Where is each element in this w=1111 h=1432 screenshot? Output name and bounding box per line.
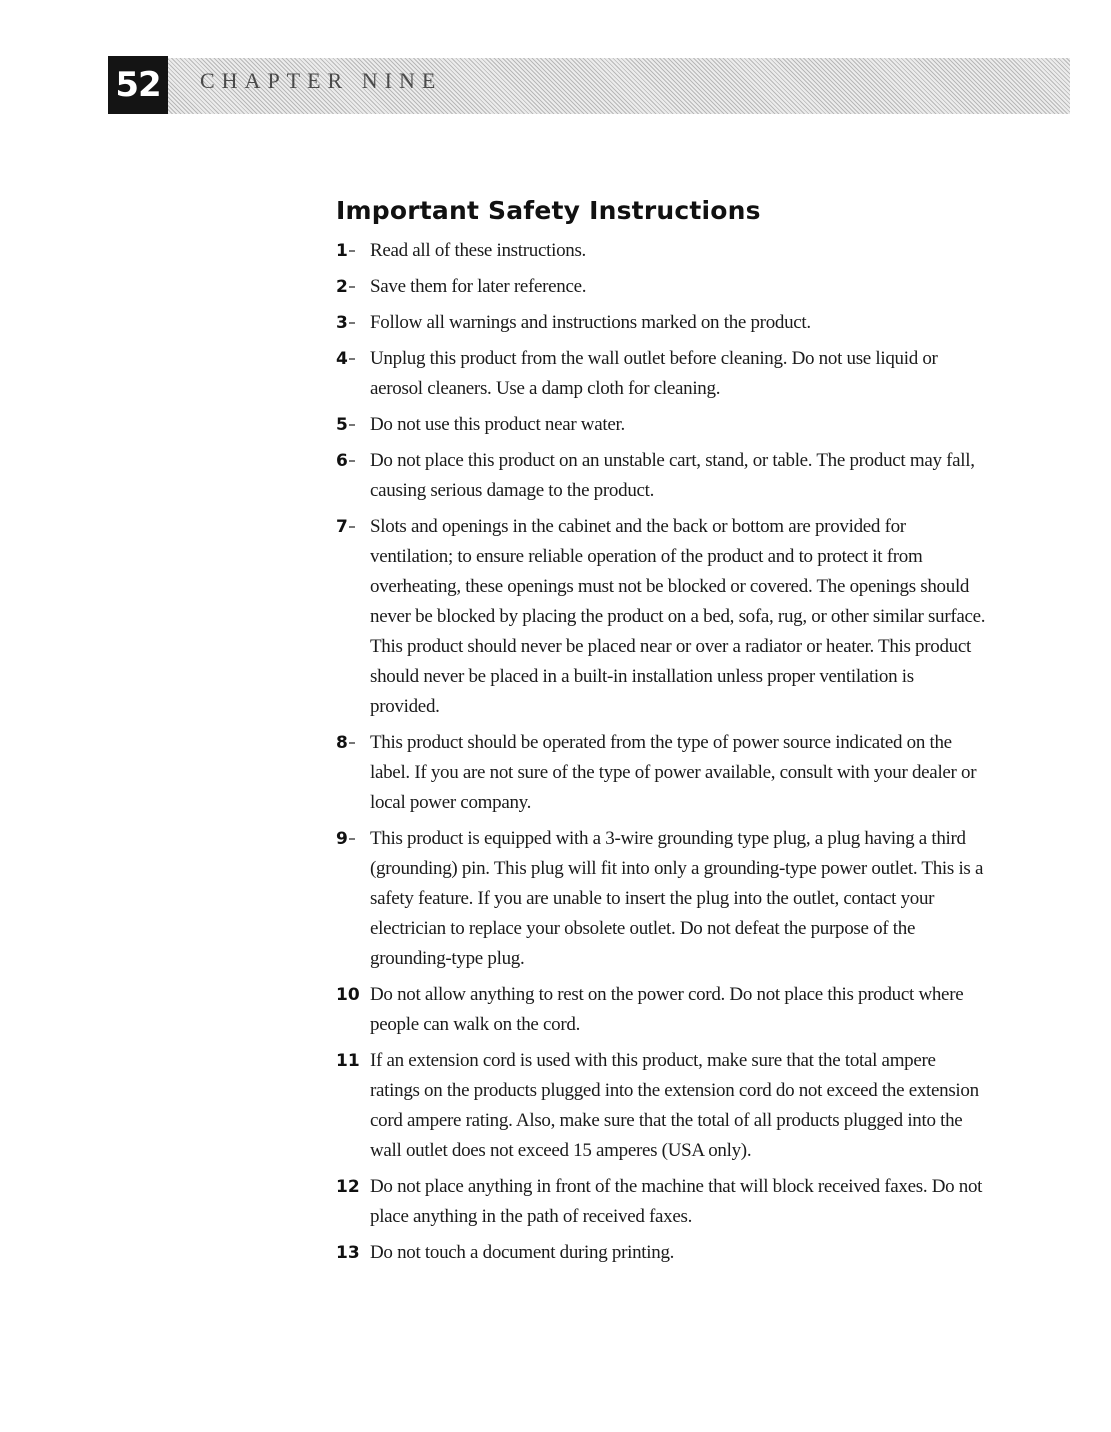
section-title: Important Safety Instructions <box>336 196 761 225</box>
item-number: 8 <box>336 728 370 758</box>
arrow-icon <box>349 526 355 528</box>
instruction-item <box>336 1046 986 1166</box>
item-number: 12 <box>336 1177 360 1197</box>
instruction-item <box>336 308 986 338</box>
item-text: Do not touch a document during printing. <box>370 1242 675 1263</box>
instruction-item <box>336 1238 986 1268</box>
item-text: Save them for later reference. <box>370 276 587 297</box>
instruction-item <box>336 236 986 266</box>
item-number: 3 <box>336 308 370 338</box>
item-number: 1 <box>336 236 370 266</box>
instruction-item <box>336 272 986 302</box>
item-number: 5 <box>336 410 370 440</box>
item-text: This product is equipped with a 3-wire grounding type plug, a plug having a third (grounding) pin. This plug will fit into only a grounding-type power outlet. This is a safety feature. If you are unable to insert the plug into the outlet, contact your electrician to replace your obsolete outlet. Do not defeat the purpose of the grounding-type plug. <box>370 828 984 969</box>
arrow-icon <box>349 460 355 462</box>
item-number: 11 <box>336 1051 360 1071</box>
item-text: Do not place this product on an unstable cart, stand, or table. The product may fall, causing serious damage to the product. <box>370 450 975 501</box>
page-number: 52 <box>108 56 168 114</box>
instruction-item <box>336 446 986 506</box>
item-text: Slots and openings in the cabinet and the back or bottom are provided for ventilation; to ensure reliable operation of the product and to protect it from overheating, these openings must not be blocked or covered. The openings should never be blocked by placing the product on a bed, sofa, rug, or other similar surface. This product should never be placed near or over a radiator or heater. This product should never be placed in a built-in installation unless proper ventilation is provided. <box>370 516 986 717</box>
arrow-icon <box>349 424 355 426</box>
arrow-icon <box>349 358 355 360</box>
item-text: Do not place anything in front of the machine that will block received faxes. Do not place anything in the path of received faxes. <box>370 1176 983 1227</box>
item-number: 2 <box>336 272 370 302</box>
instruction-item <box>336 824 986 974</box>
instruction-item <box>336 410 986 440</box>
item-text: Do not use this product near water. <box>370 414 625 435</box>
item-number: 9 <box>336 824 370 854</box>
item-text: Do not allow anything to rest on the power cord. Do not place this product where people can walk on the cord. <box>370 984 964 1035</box>
instruction-item <box>336 728 986 818</box>
arrow-icon <box>349 322 355 324</box>
item-text: Read all of these instructions. <box>370 240 587 261</box>
item-text: Unplug this product from the wall outlet before cleaning. Do not use liquid or aerosol cleaners. Use a damp cloth for cleaning. <box>370 348 938 399</box>
item-number: 7 <box>336 512 370 542</box>
instruction-item <box>336 512 986 722</box>
instruction-item <box>336 344 986 404</box>
item-text: Follow all warnings and instructions marked on the product. <box>370 312 811 333</box>
item-number: 10 <box>336 985 360 1005</box>
item-text: If an extension cord is used with this product, make sure that the total ampere ratings on the products plugged into the extension cord do not exceed the extension cord ampere rating. Also, make sure that the total of all products plugged into the wall outlet does not exceed 15 amperes (USA only). <box>370 1050 979 1161</box>
arrow-icon <box>349 286 355 288</box>
instruction-item <box>336 980 986 1040</box>
arrow-icon <box>349 838 355 840</box>
arrow-icon <box>349 250 355 252</box>
safety-instructions-list <box>336 236 986 1274</box>
arrow-icon <box>349 742 355 744</box>
item-number: 6 <box>336 446 370 476</box>
instruction-item <box>336 1172 986 1232</box>
item-number: 4 <box>336 344 370 374</box>
item-text: This product should be operated from the type of power source indicated on the label. If you are not sure of the type of power available, consult with your dealer or local power company. <box>370 732 977 813</box>
chapter-label: CHAPTER NINE <box>200 68 443 93</box>
item-number: 13 <box>336 1243 360 1263</box>
